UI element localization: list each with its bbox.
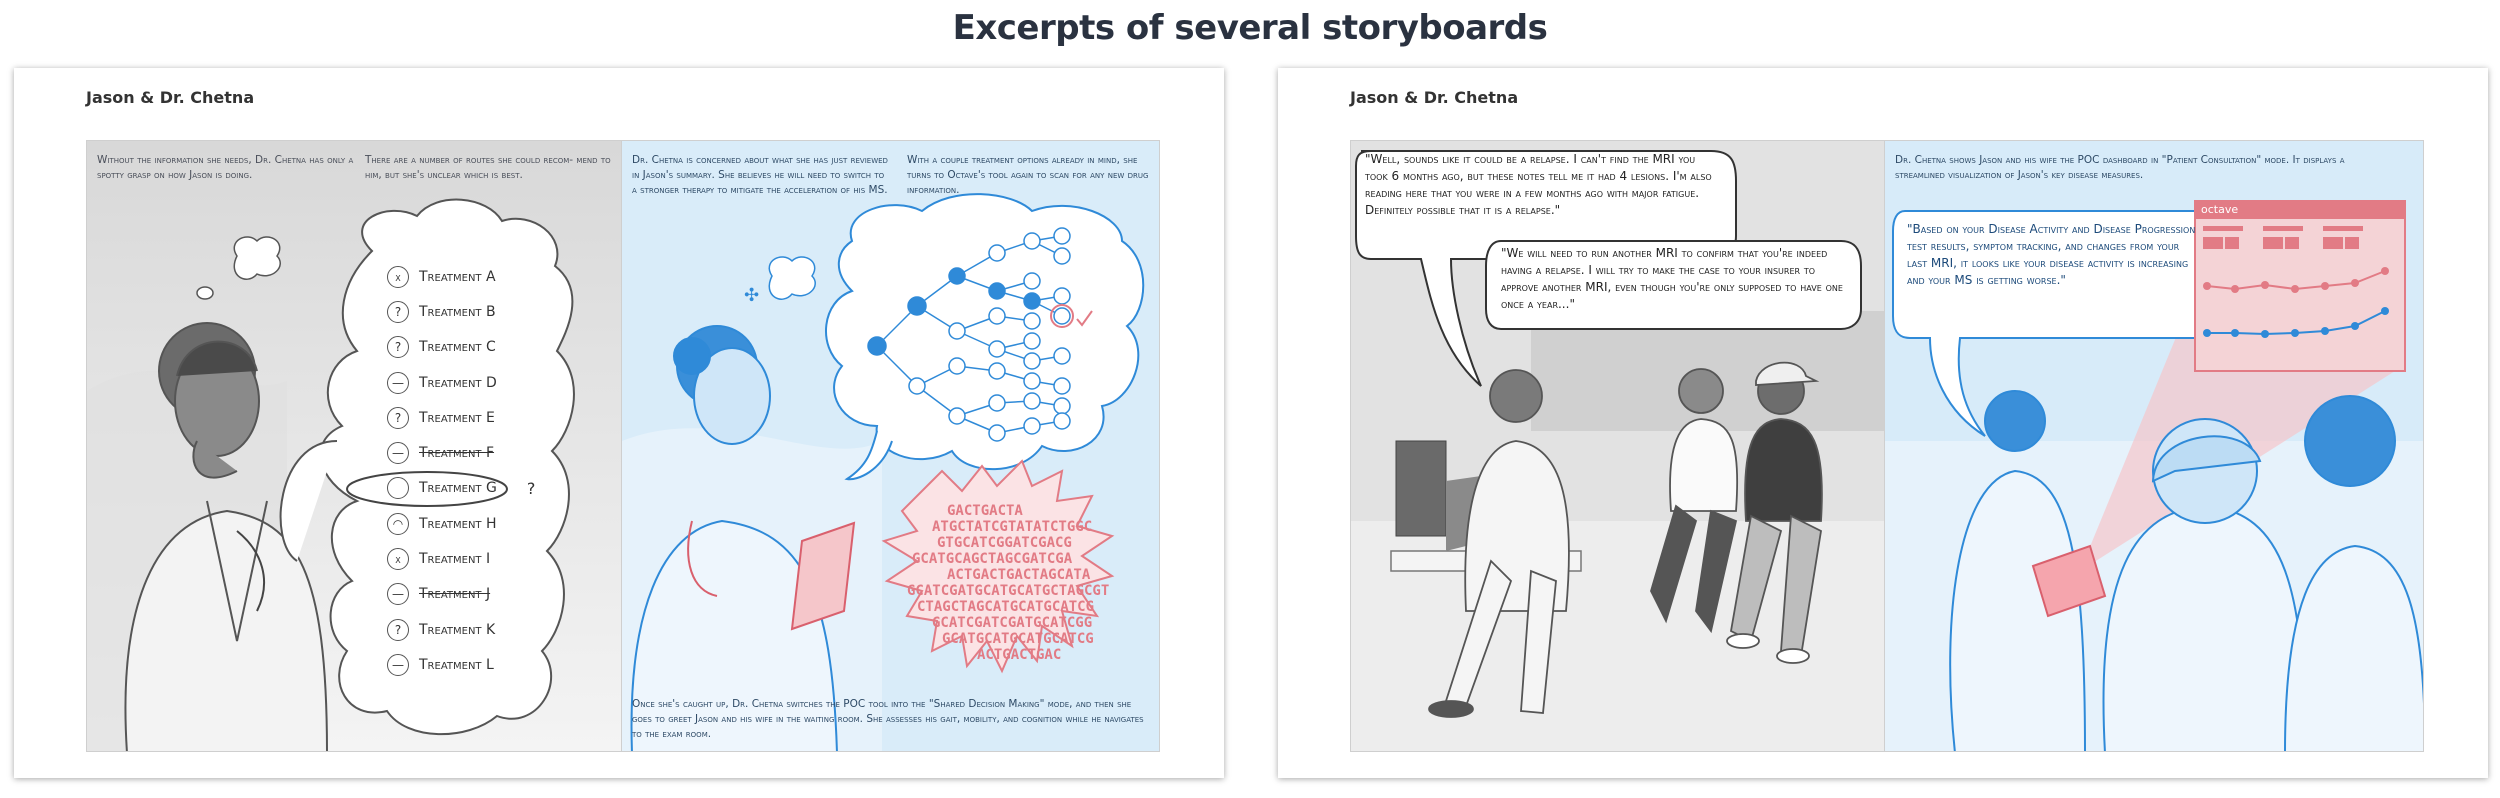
treatment-item <box>387 647 535 682</box>
treatment-item <box>387 471 535 506</box>
question-icon: ? <box>387 336 409 358</box>
dashboard-brand: octave <box>2201 203 2239 216</box>
panel-gray-consultation <box>1350 140 1885 752</box>
dna-line: GCATGCATGCATGCATCG <box>942 631 1094 647</box>
dna-line: CTAGCTAGCATGCATGCATCG <box>917 599 1095 615</box>
question-icon: ? <box>387 301 409 323</box>
panel-caption-bottom: Once she's caught up, Dr. Chetna switches the POC tool into the "Shared Decision Making" mode, and then she goes to greet Jason and his wife in the waiting room. She assesses his gait, mobility, and cognition while he navigates to the exam room. <box>632 698 1144 740</box>
storyboard-card-2 <box>1278 68 2488 778</box>
treatment-item <box>387 259 535 294</box>
panel-blue-decision-tree <box>621 140 1160 752</box>
panel-gray-treatments <box>86 140 622 752</box>
cross-icon: x <box>387 548 409 570</box>
treatment-item <box>387 577 535 612</box>
dna-line: ACTGACTGAC <box>977 647 1062 663</box>
treatment-label: Treatment J <box>419 586 491 603</box>
dna-line: GACTGACTA <box>947 503 1023 519</box>
treatment-item <box>387 400 535 435</box>
treatment-label: Treatment G <box>419 480 497 497</box>
dna-line: GCATCGATGCATGCATGCTAGCGT <box>907 583 1110 599</box>
treatment-label: Treatment C <box>419 339 496 356</box>
treatment-item <box>387 541 535 576</box>
dna-line: GCATCGATCGATGCATCGG <box>932 615 1093 631</box>
dashboard-tiles <box>2203 226 2363 249</box>
storyboard-title: Jason & Dr. Chetna <box>1350 88 1519 107</box>
dna-line: GCATGCAGCTAGCGATCGA <box>912 551 1073 567</box>
dna-sequence <box>907 503 1117 663</box>
page-title: Excerpts of several storyboards <box>952 8 1548 48</box>
computer-monitor-icon <box>1396 441 1446 536</box>
dash-icon: — <box>387 442 409 464</box>
treatment-item <box>387 294 535 329</box>
treatment-item <box>387 365 535 400</box>
panel-caption: With a couple treatment options already in mind, she turns to Octave's tool again to scan for any new drug information. <box>907 154 1149 196</box>
svg-text:✣: ✣ <box>744 285 760 306</box>
treatment-label: Treatment K <box>419 621 496 638</box>
treatment-label: Treatment L <box>419 656 494 673</box>
question-mark: ? <box>526 478 536 498</box>
storyboard-title: Jason & Dr. Chetna <box>86 88 255 107</box>
question-icon: ? <box>387 619 409 641</box>
treatment-label: Treatment I <box>419 551 491 568</box>
panel-illustration <box>1351 141 1885 752</box>
question-icon: ? <box>387 407 409 429</box>
treatment-label: Treatment D <box>419 374 497 391</box>
treatment-item <box>387 612 535 647</box>
treatment-item <box>387 435 535 470</box>
treatment-list <box>387 259 535 683</box>
dna-line: ACTGACTGACTAGCATA <box>947 567 1091 583</box>
panel-caption: Dr. Chetna is concerned about what she has just reviewed in Jason's summary. She believes he will need to switch to a stronger therapy to mitigate the acceleration of his MS. <box>632 154 888 196</box>
dna-line: GTGCATCGGATCGACG <box>937 535 1072 551</box>
panel-caption: Without the information she needs, Dr. Chetna has only a spotty grasp on how Jason is doing. <box>97 154 354 181</box>
empty-circle-icon <box>387 477 409 499</box>
frown-icon: ◠ <box>387 513 409 535</box>
dash-icon: — <box>387 654 409 676</box>
storyboard-card-1 <box>14 68 1224 778</box>
panel-caption: There are a number of routes she could recom- mend to him, but she's unclear which is best. <box>365 154 611 181</box>
treatment-label: Treatment H <box>419 515 497 532</box>
dash-icon: — <box>387 583 409 605</box>
speech-text: "We will need to run another MRI to confirm that you're indeed having a relapse. I will try to make the case to your insurer to approve another MRI, even though you're only supposed to have one once a year..." <box>1501 246 1843 311</box>
speech-text: "Well, sounds like it could be a relapse. I can't find the MRI you took 6 months ago, but these notes tell me it had 4 lesions. I'm also reading here that you were in a few months ago with major fatigue. Definitely possible that it is a relapse." <box>1365 152 1712 217</box>
cross-icon: x <box>387 266 409 288</box>
treatment-label: Treatment A <box>419 268 496 285</box>
treatment-label: Treatment E <box>419 409 495 426</box>
treatment-label: Treatment B <box>419 303 496 320</box>
treatment-item <box>387 506 535 541</box>
treatment-item <box>387 330 535 365</box>
speech-text: "Based on your Disease Activity and Disease Progression test results, symptom tracking, and changes from your last MRI, it looks like your disease activity is increasing and your MS is getting worse." <box>1907 222 2196 287</box>
dash-icon: — <box>387 372 409 394</box>
panel-blue-dashboard <box>1884 140 2424 752</box>
treatment-label: Treatment F <box>419 445 495 462</box>
panel-illustration <box>87 141 622 752</box>
panel-caption: Dr. Chetna shows Jason and his wife the POC dashboard in "Patient Consultation" mode. It displays a streamlined visualization of Jason's key disease measures. <box>1895 154 2345 181</box>
dna-line: ATGCTATCGTATATCTGGC <box>932 519 1093 535</box>
